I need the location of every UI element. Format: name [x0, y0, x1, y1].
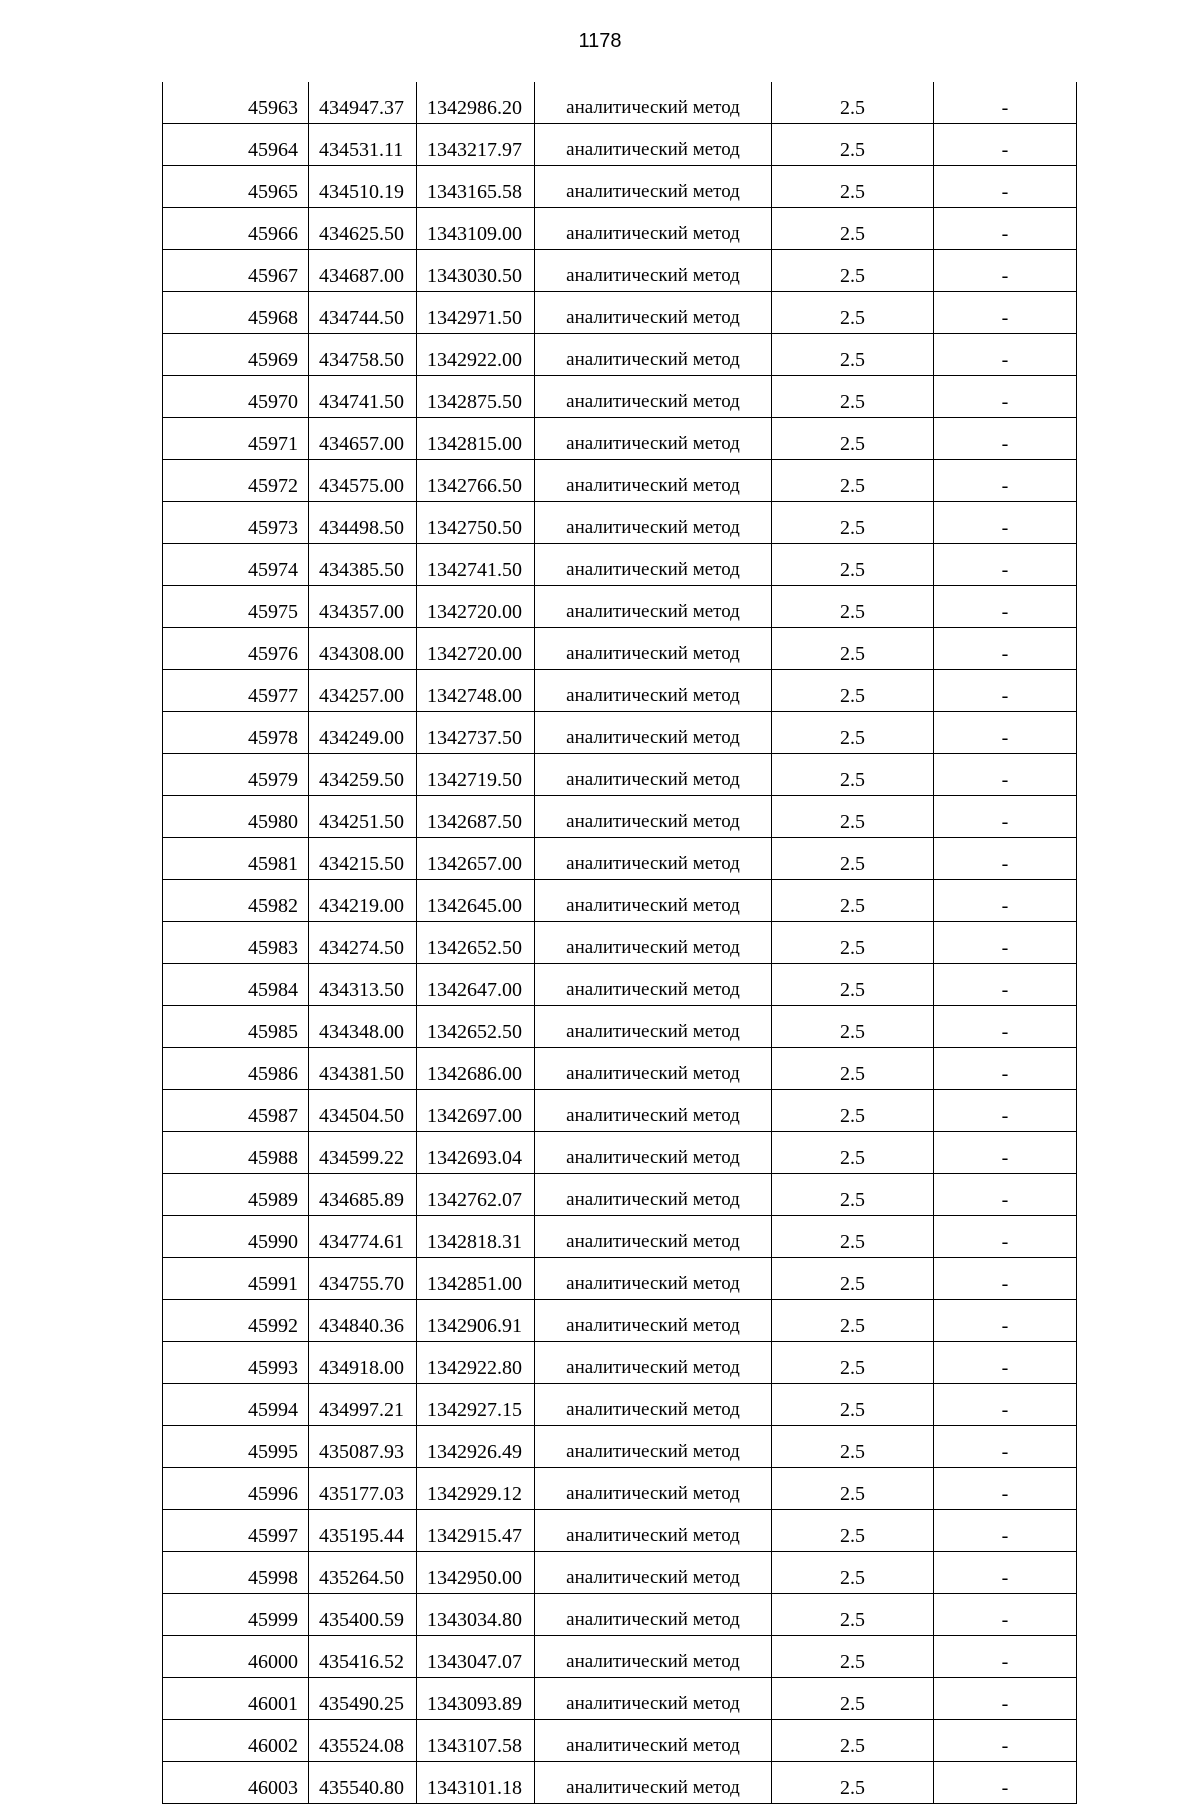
method-cell: аналитический метод: [535, 880, 772, 922]
method-cell: аналитический метод: [535, 1342, 772, 1384]
method-cell: аналитический метод: [535, 502, 772, 544]
method-cell: аналитический метод: [535, 838, 772, 880]
method-cell: аналитический метод: [535, 1636, 772, 1678]
coordinates-table-body: [163, 82, 1077, 1804]
accuracy-cell: 2.5: [772, 124, 934, 166]
method-cell: аналитический метод: [535, 292, 772, 334]
table-row: [163, 1048, 1077, 1090]
point-number-cell: 45987: [163, 1090, 309, 1132]
x-coordinate-cell: 434357.00: [309, 586, 417, 628]
y-coordinate-cell: 1342652.50: [417, 1006, 535, 1048]
note-cell: -: [934, 502, 1077, 544]
accuracy-cell: 2.5: [772, 544, 934, 586]
y-coordinate-cell: 1342657.00: [417, 838, 535, 880]
y-coordinate-cell: 1343030.50: [417, 250, 535, 292]
x-coordinate-cell: 434249.00: [309, 712, 417, 754]
table-row: [163, 418, 1077, 460]
y-coordinate-cell: 1343034.80: [417, 1594, 535, 1636]
point-number-cell: 45972: [163, 460, 309, 502]
method-cell: аналитический метод: [535, 922, 772, 964]
method-cell: аналитический метод: [535, 124, 772, 166]
accuracy-cell: 2.5: [772, 1678, 934, 1720]
point-number-cell: 45985: [163, 1006, 309, 1048]
point-number-cell: 45995: [163, 1426, 309, 1468]
method-cell: аналитический метод: [535, 376, 772, 418]
point-number-cell: 45988: [163, 1132, 309, 1174]
note-cell: -: [934, 1426, 1077, 1468]
point-number-cell: 45979: [163, 754, 309, 796]
table-row: [163, 1342, 1077, 1384]
table-row: [163, 670, 1077, 712]
x-coordinate-cell: 434531.11: [309, 124, 417, 166]
accuracy-cell: 2.5: [772, 1258, 934, 1300]
point-number-cell: 45999: [163, 1594, 309, 1636]
method-cell: аналитический метод: [535, 1006, 772, 1048]
point-number-cell: 45969: [163, 334, 309, 376]
accuracy-cell: 2.5: [772, 502, 934, 544]
note-cell: -: [934, 1510, 1077, 1552]
x-coordinate-cell: 434918.00: [309, 1342, 417, 1384]
point-number-cell: 45982: [163, 880, 309, 922]
point-number-cell: 45977: [163, 670, 309, 712]
note-cell: -: [934, 1636, 1077, 1678]
x-coordinate-cell: 434625.50: [309, 208, 417, 250]
x-coordinate-cell: 434741.50: [309, 376, 417, 418]
table-row: [163, 964, 1077, 1006]
x-coordinate-cell: 434308.00: [309, 628, 417, 670]
point-number-cell: 46000: [163, 1636, 309, 1678]
note-cell: -: [934, 586, 1077, 628]
accuracy-cell: 2.5: [772, 1132, 934, 1174]
y-coordinate-cell: 1342950.00: [417, 1552, 535, 1594]
y-coordinate-cell: 1342929.12: [417, 1468, 535, 1510]
page-number: 1178: [578, 30, 622, 52]
y-coordinate-cell: 1342851.00: [417, 1258, 535, 1300]
point-number-cell: 45983: [163, 922, 309, 964]
method-cell: аналитический метод: [535, 1174, 772, 1216]
y-coordinate-cell: 1342818.31: [417, 1216, 535, 1258]
y-coordinate-cell: 1343107.58: [417, 1720, 535, 1762]
note-cell: -: [934, 796, 1077, 838]
accuracy-cell: 2.5: [772, 754, 934, 796]
note-cell: -: [934, 124, 1077, 166]
point-number-cell: 45986: [163, 1048, 309, 1090]
table-row: [163, 82, 1077, 124]
y-coordinate-cell: 1343109.00: [417, 208, 535, 250]
accuracy-cell: 2.5: [772, 1048, 934, 1090]
point-number-cell: 45992: [163, 1300, 309, 1342]
y-coordinate-cell: 1342686.00: [417, 1048, 535, 1090]
table-row: [163, 1636, 1077, 1678]
table-row: [163, 1678, 1077, 1720]
table-row: [163, 1552, 1077, 1594]
table-row: [163, 502, 1077, 544]
y-coordinate-cell: 1342741.50: [417, 544, 535, 586]
note-cell: -: [934, 82, 1077, 124]
method-cell: аналитический метод: [535, 166, 772, 208]
table-row: [163, 1720, 1077, 1762]
note-cell: -: [934, 712, 1077, 754]
accuracy-cell: 2.5: [772, 1300, 934, 1342]
y-coordinate-cell: 1342926.49: [417, 1426, 535, 1468]
x-coordinate-cell: 434685.89: [309, 1174, 417, 1216]
accuracy-cell: 2.5: [772, 1006, 934, 1048]
x-coordinate-cell: 434744.50: [309, 292, 417, 334]
y-coordinate-cell: 1342986.20: [417, 82, 535, 124]
point-number-cell: 45973: [163, 502, 309, 544]
method-cell: аналитический метод: [535, 1468, 772, 1510]
accuracy-cell: 2.5: [772, 376, 934, 418]
method-cell: аналитический метод: [535, 1426, 772, 1468]
table-row: [163, 1216, 1077, 1258]
method-cell: аналитический метод: [535, 1258, 772, 1300]
table-row: [163, 712, 1077, 754]
x-coordinate-cell: 435490.25: [309, 1678, 417, 1720]
note-cell: -: [934, 880, 1077, 922]
x-coordinate-cell: 434313.50: [309, 964, 417, 1006]
table-row: [163, 1090, 1077, 1132]
accuracy-cell: 2.5: [772, 712, 934, 754]
table-row: [163, 1384, 1077, 1426]
y-coordinate-cell: 1342762.07: [417, 1174, 535, 1216]
x-coordinate-cell: 435524.08: [309, 1720, 417, 1762]
y-coordinate-cell: 1343165.58: [417, 166, 535, 208]
x-coordinate-cell: 435264.50: [309, 1552, 417, 1594]
note-cell: -: [934, 754, 1077, 796]
x-coordinate-cell: 434348.00: [309, 1006, 417, 1048]
table-row: [163, 586, 1077, 628]
accuracy-cell: 2.5: [772, 964, 934, 1006]
x-coordinate-cell: 434251.50: [309, 796, 417, 838]
method-cell: аналитический метод: [535, 964, 772, 1006]
y-coordinate-cell: 1343047.07: [417, 1636, 535, 1678]
x-coordinate-cell: 434774.61: [309, 1216, 417, 1258]
method-cell: аналитический метод: [535, 628, 772, 670]
table-row: [163, 208, 1077, 250]
table-row: [163, 166, 1077, 208]
method-cell: аналитический метод: [535, 1048, 772, 1090]
y-coordinate-cell: 1342693.04: [417, 1132, 535, 1174]
note-cell: -: [934, 1258, 1077, 1300]
y-coordinate-cell: 1342687.50: [417, 796, 535, 838]
y-coordinate-cell: 1342927.15: [417, 1384, 535, 1426]
table-row: [163, 1426, 1077, 1468]
note-cell: -: [934, 1300, 1077, 1342]
accuracy-cell: 2.5: [772, 1468, 934, 1510]
table-row: [163, 838, 1077, 880]
table-row: [163, 1174, 1077, 1216]
accuracy-cell: 2.5: [772, 1510, 934, 1552]
x-coordinate-cell: 434510.19: [309, 166, 417, 208]
y-coordinate-cell: 1342922.80: [417, 1342, 535, 1384]
y-coordinate-cell: 1343101.18: [417, 1762, 535, 1804]
note-cell: -: [934, 460, 1077, 502]
point-number-cell: 46003: [163, 1762, 309, 1804]
x-coordinate-cell: 434997.21: [309, 1384, 417, 1426]
x-coordinate-cell: 434257.00: [309, 670, 417, 712]
point-number-cell: 45978: [163, 712, 309, 754]
x-coordinate-cell: 435195.44: [309, 1510, 417, 1552]
point-number-cell: 45991: [163, 1258, 309, 1300]
point-number-cell: 45990: [163, 1216, 309, 1258]
note-cell: -: [934, 1174, 1077, 1216]
x-coordinate-cell: 434385.50: [309, 544, 417, 586]
note-cell: -: [934, 1762, 1077, 1804]
x-coordinate-cell: 434599.22: [309, 1132, 417, 1174]
accuracy-cell: 2.5: [772, 922, 934, 964]
method-cell: аналитический метод: [535, 1762, 772, 1804]
x-coordinate-cell: 435087.93: [309, 1426, 417, 1468]
table-row: [163, 544, 1077, 586]
table-row: [163, 292, 1077, 334]
point-number-cell: 45965: [163, 166, 309, 208]
table-row: [163, 1510, 1077, 1552]
y-coordinate-cell: 1343093.89: [417, 1678, 535, 1720]
accuracy-cell: 2.5: [772, 1762, 934, 1804]
note-cell: -: [934, 376, 1077, 418]
accuracy-cell: 2.5: [772, 460, 934, 502]
point-number-cell: 45964: [163, 124, 309, 166]
point-number-cell: 45994: [163, 1384, 309, 1426]
x-coordinate-cell: 434947.37: [309, 82, 417, 124]
method-cell: аналитический метод: [535, 1720, 772, 1762]
accuracy-cell: 2.5: [772, 1636, 934, 1678]
x-coordinate-cell: 435400.59: [309, 1594, 417, 1636]
y-coordinate-cell: 1342922.00: [417, 334, 535, 376]
method-cell: аналитический метод: [535, 1678, 772, 1720]
x-coordinate-cell: 434274.50: [309, 922, 417, 964]
method-cell: аналитический метод: [535, 1300, 772, 1342]
x-coordinate-cell: 434755.70: [309, 1258, 417, 1300]
accuracy-cell: 2.5: [772, 1720, 934, 1762]
note-cell: -: [934, 1720, 1077, 1762]
point-number-cell: 45975: [163, 586, 309, 628]
y-coordinate-cell: 1343217.97: [417, 124, 535, 166]
method-cell: аналитический метод: [535, 460, 772, 502]
note-cell: -: [934, 1594, 1077, 1636]
x-coordinate-cell: 434840.36: [309, 1300, 417, 1342]
accuracy-cell: 2.5: [772, 1384, 934, 1426]
table-row: [163, 250, 1077, 292]
accuracy-cell: 2.5: [772, 418, 934, 460]
point-number-cell: 45963: [163, 82, 309, 124]
table-row: [163, 1006, 1077, 1048]
y-coordinate-cell: 1342719.50: [417, 754, 535, 796]
point-number-cell: 45981: [163, 838, 309, 880]
point-number-cell: 45989: [163, 1174, 309, 1216]
table-row: [163, 796, 1077, 838]
accuracy-cell: 2.5: [772, 670, 934, 712]
accuracy-cell: 2.5: [772, 208, 934, 250]
y-coordinate-cell: 1342906.91: [417, 1300, 535, 1342]
note-cell: -: [934, 1006, 1077, 1048]
point-number-cell: 45974: [163, 544, 309, 586]
accuracy-cell: 2.5: [772, 1552, 934, 1594]
method-cell: аналитический метод: [535, 1384, 772, 1426]
note-cell: -: [934, 166, 1077, 208]
table-row: [163, 1594, 1077, 1636]
method-cell: аналитический метод: [535, 1132, 772, 1174]
x-coordinate-cell: 435177.03: [309, 1468, 417, 1510]
table-row: [163, 1258, 1077, 1300]
y-coordinate-cell: 1342971.50: [417, 292, 535, 334]
coordinates-table: [162, 82, 1077, 1804]
method-cell: аналитический метод: [535, 670, 772, 712]
method-cell: аналитический метод: [535, 418, 772, 460]
y-coordinate-cell: 1342720.00: [417, 586, 535, 628]
method-cell: аналитический метод: [535, 334, 772, 376]
accuracy-cell: 2.5: [772, 796, 934, 838]
method-cell: аналитический метод: [535, 796, 772, 838]
note-cell: -: [934, 670, 1077, 712]
accuracy-cell: 2.5: [772, 1216, 934, 1258]
x-coordinate-cell: 434498.50: [309, 502, 417, 544]
y-coordinate-cell: 1342915.47: [417, 1510, 535, 1552]
note-cell: -: [934, 1552, 1077, 1594]
x-coordinate-cell: 434381.50: [309, 1048, 417, 1090]
note-cell: -: [934, 964, 1077, 1006]
point-number-cell: 45980: [163, 796, 309, 838]
point-number-cell: 45998: [163, 1552, 309, 1594]
point-number-cell: 45967: [163, 250, 309, 292]
method-cell: аналитический метод: [535, 1510, 772, 1552]
point-number-cell: 45996: [163, 1468, 309, 1510]
accuracy-cell: 2.5: [772, 838, 934, 880]
accuracy-cell: 2.5: [772, 166, 934, 208]
accuracy-cell: 2.5: [772, 1426, 934, 1468]
point-number-cell: 45997: [163, 1510, 309, 1552]
point-number-cell: 46002: [163, 1720, 309, 1762]
point-number-cell: 45966: [163, 208, 309, 250]
x-coordinate-cell: 434687.00: [309, 250, 417, 292]
table-row: [163, 1762, 1077, 1804]
note-cell: -: [934, 334, 1077, 376]
accuracy-cell: 2.5: [772, 880, 934, 922]
note-cell: -: [934, 1468, 1077, 1510]
x-coordinate-cell: 434575.00: [309, 460, 417, 502]
note-cell: -: [934, 1678, 1077, 1720]
x-coordinate-cell: 435540.80: [309, 1762, 417, 1804]
y-coordinate-cell: 1342766.50: [417, 460, 535, 502]
method-cell: аналитический метод: [535, 586, 772, 628]
x-coordinate-cell: 434259.50: [309, 754, 417, 796]
accuracy-cell: 2.5: [772, 1090, 934, 1132]
point-number-cell: 46001: [163, 1678, 309, 1720]
x-coordinate-cell: 434657.00: [309, 418, 417, 460]
note-cell: -: [934, 922, 1077, 964]
method-cell: аналитический метод: [535, 1216, 772, 1258]
y-coordinate-cell: 1342647.00: [417, 964, 535, 1006]
note-cell: -: [934, 1090, 1077, 1132]
x-coordinate-cell: 434215.50: [309, 838, 417, 880]
table-row: [163, 922, 1077, 964]
note-cell: -: [934, 628, 1077, 670]
table-row: [163, 754, 1077, 796]
table-row: [163, 1468, 1077, 1510]
accuracy-cell: 2.5: [772, 628, 934, 670]
accuracy-cell: 2.5: [772, 586, 934, 628]
accuracy-cell: 2.5: [772, 292, 934, 334]
note-cell: -: [934, 418, 1077, 460]
note-cell: -: [934, 544, 1077, 586]
y-coordinate-cell: 1342875.50: [417, 376, 535, 418]
accuracy-cell: 2.5: [772, 1342, 934, 1384]
table-row: [163, 334, 1077, 376]
x-coordinate-cell: 435416.52: [309, 1636, 417, 1678]
method-cell: аналитический метод: [535, 544, 772, 586]
method-cell: аналитический метод: [535, 1594, 772, 1636]
method-cell: аналитический метод: [535, 1090, 772, 1132]
y-coordinate-cell: 1342815.00: [417, 418, 535, 460]
table-row: [163, 124, 1077, 166]
note-cell: -: [934, 838, 1077, 880]
note-cell: -: [934, 1342, 1077, 1384]
note-cell: -: [934, 1384, 1077, 1426]
table-row: [163, 460, 1077, 502]
accuracy-cell: 2.5: [772, 334, 934, 376]
method-cell: аналитический метод: [535, 82, 772, 124]
y-coordinate-cell: 1342720.00: [417, 628, 535, 670]
table-row: [163, 1132, 1077, 1174]
point-number-cell: 45976: [163, 628, 309, 670]
accuracy-cell: 2.5: [772, 1594, 934, 1636]
table-row: [163, 376, 1077, 418]
y-coordinate-cell: 1342750.50: [417, 502, 535, 544]
method-cell: аналитический метод: [535, 208, 772, 250]
note-cell: -: [934, 250, 1077, 292]
point-number-cell: 45968: [163, 292, 309, 334]
table-row: [163, 1300, 1077, 1342]
method-cell: аналитический метод: [535, 754, 772, 796]
note-cell: -: [934, 208, 1077, 250]
accuracy-cell: 2.5: [772, 1174, 934, 1216]
accuracy-cell: 2.5: [772, 82, 934, 124]
note-cell: -: [934, 1216, 1077, 1258]
y-coordinate-cell: 1342645.00: [417, 880, 535, 922]
table-row: [163, 628, 1077, 670]
method-cell: аналитический метод: [535, 1552, 772, 1594]
x-coordinate-cell: 434758.50: [309, 334, 417, 376]
method-cell: аналитический метод: [535, 712, 772, 754]
x-coordinate-cell: 434219.00: [309, 880, 417, 922]
table-row: [163, 880, 1077, 922]
x-coordinate-cell: 434504.50: [309, 1090, 417, 1132]
note-cell: -: [934, 1048, 1077, 1090]
note-cell: -: [934, 1132, 1077, 1174]
point-number-cell: 45984: [163, 964, 309, 1006]
note-cell: -: [934, 292, 1077, 334]
method-cell: аналитический метод: [535, 250, 772, 292]
y-coordinate-cell: 1342697.00: [417, 1090, 535, 1132]
point-number-cell: 45970: [163, 376, 309, 418]
y-coordinate-cell: 1342748.00: [417, 670, 535, 712]
point-number-cell: 45993: [163, 1342, 309, 1384]
y-coordinate-cell: 1342652.50: [417, 922, 535, 964]
accuracy-cell: 2.5: [772, 250, 934, 292]
y-coordinate-cell: 1342737.50: [417, 712, 535, 754]
point-number-cell: 45971: [163, 418, 309, 460]
